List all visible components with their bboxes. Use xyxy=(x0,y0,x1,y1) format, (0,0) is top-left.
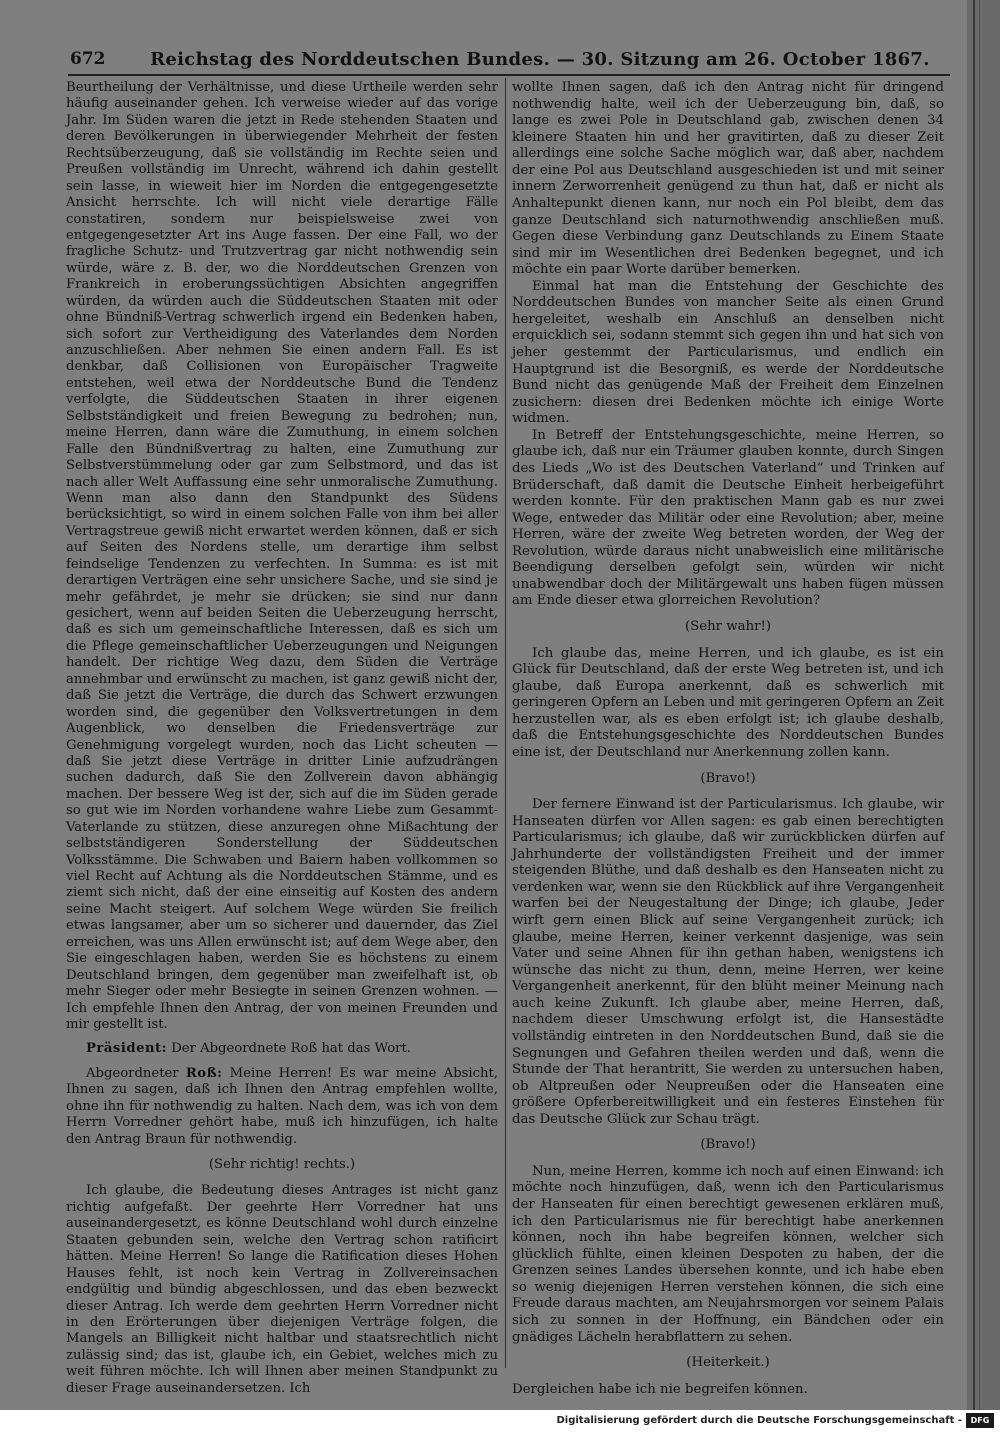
edge-rule xyxy=(973,0,975,1410)
paragraph: In Betreff der Entstehungsgeschichte, meine Herren, so glaube ich, daß nur ein Träumer glauben konnte, durch Singen des Lieds „Wo ist des Deutschen Vaterland“ und Trinken auf Brüderschaft, daß damit die Deutsche Einheit herbeigeführt werden konnte. Für den praktischen Mann gab es nur zwei Wege, entweder das Militär oder eine Revolution; aber, meine Herren, wäre der zweite Weg betreten worden, der Weg der Revolution, würde daraus nicht unabweislich eine militärische Beendigung derselben gefolgt sein, würden wir nicht unabwendbar doch der Militärgewalt uns haben fügen müssen am Ende dieser etwa glorreichen Revolution? xyxy=(512,427,944,609)
page-number: 672 xyxy=(70,49,106,69)
paragraph: Nun, meine Herren, komme ich noch auf einen Einwand: ich möchte noch hinzufügen, daß, wenn ich den Particularismus der Hanseaten für einen berechtigt gewesenen erklären muß, ich den Particularismus nie für berechtigt habe anerkennen können, noch ihn habe begreifen können, welcher sich glücklich fühlte, einen kleinen Despoten zu haben, der die Grenzen seines Landes übersehen konnte, und ich habe eben so wenig diejenigen Herren verstehen können, die sich eine Freude daraus machten, am Neujahrsmorgen vor seinem Palais sich zu sonnen in der Hoffnung, ein Bändchen oder ein gnädiges Lächeln herabflattern zu sehen. xyxy=(512,1163,944,1345)
funding-credit: Digitalisierung gefördert durch die Deutsche Forschungsgemeinschaft - xyxy=(556,1415,962,1426)
interjection: (Bravo!) xyxy=(700,770,756,786)
paragraph: Ich glaube, die Bedeutung dieses Antrages ist nicht ganz richtig aufgefaßt. Der geehrte Herr Vorredner hat uns auseinandergesetzt, es könne Deutschland wohl durch einzelne Staaten gebunden sein, welche den Vertrag schon ratificirt hätten. Meine Herren! So lange die Ratification dieses Hohen Hauses fehlt, ist noch kein Vertrag in Zollvereinsachen endgültig und bündig abgeschlossen, und das eben bezweckt dieser Antrag. Ich werde dem geehrten Herrn Vorredner nicht in den Erörterungen über diejenigen Verträge folgen, die Mangels an Billigkeit nicht haltbar und staatsrechtlich nicht zulässig sind; das ist, glaube ich, ein Gebiet, welches mich zu weit führen möchte. Ich will Ihnen aber meinen Standpunkt zu dieser Frage auseinandersetzen. Ich xyxy=(66,1183,498,1396)
president-line xyxy=(66,1041,498,1057)
interjection: (Bravo!) xyxy=(700,1137,756,1153)
paragraph: Einmal hat man die Entstehung der Geschichte des Norddeutschen Bundes von mancher Seite als einen Grund hergeleitet, weshalb ein Anschluß an denselben nicht erquicklich sei, sodann stemmt sich gegen ihn und hat sich von jeher gestemmt der Particularismus, und endlich ein Hauptgrund ist die Besorgniß, es werde der Norddeutsche Bund nicht das genügende Maß der Freiheit dem Einzelnen zusichern: diesen drei Bedenken möchte ich einige Worte widmen. xyxy=(512,278,944,427)
paragraph: wollte Ihnen sagen, daß ich den Antrag nicht für dringend nothwendig halte, weil ich der Ueberzeugung bin, daß, so lange es zwei Pole in Deutschland gab, zwischen denen 34 kleinere Staaten hin und her gravitirten, daß zu dieser Zeit allerdings eine solche Sache möglich war, daß aber, nachdem der eine Pol aus Deutschland ausgeschieden ist und mit seiner innern Zerworrenheit genügend zu thun hat, daß er nicht als Anhaltepunkt dienen kann, nur noch ein Pol bleibt, dem das ganze Deutschland sich naturnothwendig anschließen muß. Gegen diese Verbindung ganz Deutschlands zu Einem Staate sind mir im Wesentlichen drei Bedenken begegnet, und ich möchte ein paar Worte darüber bemerken. xyxy=(512,80,944,278)
spacer xyxy=(66,1058,498,1066)
speaker-name: Roß: xyxy=(185,1065,223,1081)
running-title: Reichstag des Norddeutschen Bundes. — 30. Sitzung am 26. October 1867. xyxy=(150,48,930,70)
speaker-paragraph xyxy=(66,1066,498,1148)
running-header xyxy=(70,44,950,74)
digitization-footer xyxy=(0,1410,1000,1432)
paragraph: Dergleichen habe ich nie begreifen können. xyxy=(512,1381,808,1397)
paragraph: Der fernere Einwand ist der Particularismus. Ich glaube, wir Hanseaten dürfen vor Allen sagen: es gab einen berechtigten Particularismus; ich glaube, daß wir zurückblicken dürfen auf Jahrhunderte der vollständigsten Freiheit und der immer steigenden Blüthe, und daß deshalb es den Hanseaten nicht zu verdenken war, wenn sie den Rückblick auf ihre Vergangenheit warfen bei der Neugestaltung der Dinge; ich glaube, Jeder wirft gern einen Blick auf seine Vergangenheit zurück; ich glaube, meine Herren, keiner verkennt dasjenige, was sein Vater und seine Ahnen für ihn gethan haben, wenigstens ich wünsche das nicht zu thun, denn, meine Herren, wer keine Vergangenheit anerkennt, für den blüht meiner Meinung nach auch keine Zukunft. Ich glaube aber, meine Herren, daß, nachdem dieser Umschwung erfolgt ist, die Hansestädte vollständig eintreten in den Norddeutschen Bund, daß sie die Segnungen und Gefahren theilen werden und daß, wenn die Stunde der That herantritt, Sie werden zu untersuchen haben, ob Altpreußen oder Neupreußen oder die Hanseaten eine größere Opferbereitwilligkeit und ein festeres Einstehen für das Deutsche Glück zur Schau trägt. xyxy=(512,797,944,1127)
dfg-logo: DFG xyxy=(966,1413,994,1428)
column-divider xyxy=(505,78,506,1368)
right-column xyxy=(512,80,944,1398)
speech-text: Der Abgeordnete Roß hat das Wort. xyxy=(167,1041,411,1057)
speech-text: Meine Herren! Es war meine Absicht, Ihnen zu sagen, daß ich Ihnen den Antrag empfehlen wollte, ohne ihn für nothwendig zu halten. Nach dem, was ich von dem Herrn Vorredner gehört habe, muß ich hinzufügen, ich halte den Antrag Braun für nothwendig. xyxy=(66,1065,499,1147)
left-column xyxy=(66,80,498,1397)
speaker-label: Präsident: xyxy=(86,1041,168,1057)
edge-rule-secondary xyxy=(979,0,980,1410)
header-rule xyxy=(68,74,950,76)
page-edge-shadow xyxy=(967,0,1000,1410)
paragraph: Ich glaube das, meine Herren, und ich glaube, es ist ein Glück für Deutschland, daß der erste Weg betreten ist, und ich glaube, daß Europa anerkennt, daß es schwerlich mit geringeren Opfern an Leben und mit geringeren Opfern an Zeit herzustellen war, als es eben erfolgt ist; ich glaube deshalb, daß die Entstehungsgeschichte des Norddeutschen Bundes eine ist, der Deutschland nur Anerkennung zollen kann. xyxy=(512,645,944,760)
interjection: (Sehr richtig! rechts.) xyxy=(208,1157,356,1172)
spacer xyxy=(66,1033,498,1041)
speaker-prefix: Abgeordneter xyxy=(86,1065,186,1081)
paragraph: Beurtheilung der Verhältnisse, und diese Urtheile werden sehr häufig auseinander gehen. Ich verweise wieder auf das vorige Jahr. Im Süden waren die jetzt in Rede stehenden Staaten und deren Bevölkerungen in überwiegender Mehrheit der festen Rechtsüberzeugung, daß sie vollständig im Rechte seien und Preußen vollständig im Unrecht, während ich dahin gestellt sein lasse, in wieweit hier im Norden die entgegengesetzte Ansicht herrschte. Ich will nicht viele derartige Fälle constatiren, sondern nur beispielsweise zwei von entgegengesetzter Art ins Auge fassen. Der eine Fall, wo der fragliche Schutz- und Trutzvertrag gar nicht nothwendig sein würde, wäre z. B. der, wo die Norddeutschen Grenzen von Frankreich in eroberungssüchtigen Absichten angegriffen würden, da würden auch die Süddeutschen Staaten mit oder ohne Bündniß-Vertrag schwerlich irgend ein Bedenken haben, sich sofort zur Vertheidigung des Vaterlandes dem Norden anzuschließen. Aber nehmen Sie einen andern Fall. Es ist denkbar, daß Collisionen von Europäischer Tragweite entstehen, weil etwa der Norddeutsche Bund die Tendenz verfolgte, die Süddeutschen Staaten in ihrer eigenen Selbstständigkeit und freien Bewegung zu bedrohen; nun, meine Herren, dann wäre die Zumuthung, in einem solchen Falle den Bündnißvertrag zu halten, eine Zumuthung zur Selbstverstümmelung oder gar zum Selbstmord, und das ist nach aller Welt Auffassung eine sehr unmoralische Zumuthung. Wenn man also dann den Standpunkt des Südens berücksichtigt, so wird in einem solchen Falle von ihm bei aller Vertragstreue gewiß nicht erwartet werden können, daß er sich auf Seiten des Nordens stelle, um derartige ihm selbst feindselige Tendenzen zu verfechten. In Summa: es ist mit derartigen Verträgen eine sehr unsichere Sache, und sie sind je mehr gefährdet, je mehr sie drücken; sie sind nur dann gesichert, wenn auf beiden Seiten die Ueberzeugung herrscht, daß es sich um gemeinschaftliche Interessen, daß es sich um die Pflege gemeinschaftlicher Ueberzeugungen und Neigungen handelt. Der richtige Weg dazu, dem Süden die Verträge annehmbar und erwünscht zu machen, ist ganz gewiß nicht der, daß Sie jetzt die Verträge, die durch das Schwert erzwungen worden sind, die gegenüber den Volksvertretungen in dem Augenblick, wo denselben die Friedensverträge zur Genehmigung vorgelegt wurden, noch das Licht scheuten — daß Sie jetzt diese Verträge in dritter Linie aufzudrängen suchen dadurch, daß Sie den Zollverein davon abhängig machen. Der bessere Weg ist der, sich auf die im Süden gerade so gut wie im Norden vorhandene wahre Liebe zum Gesammt-Vaterlande zu stützen, diese anzuregen ohne Mißachtung der selbstständigeren Sonderstellung der Süddeutschen Volksstämme. Die Schwaben und Baiern haben vollkommen so viel Recht auf Achtung als die Norddeutschen Stämme, und es ziemt sich nicht, daß der eine einseitig auf Kosten des andern seine Macht steigert. Auf solchem Wege würden Sie freilich etwas langsamer, aber um so sicherer und dauernder, das Ziel erreichen, was uns Allen erwünscht ist; auf dem Wege aber, den Sie eingeschlagen haben, werden Sie es höchstens zu einem Deutschland bringen, dem gegenüber man zweifelhaft ist, ob mehr Sieger oder mehr Besiegte in seinen Grenzen wohnen. — Ich empfehle Ihnen den Antrag, der von meinen Freunden und mir gestellt ist. xyxy=(66,80,498,1032)
interjection: (Sehr wahr!) xyxy=(684,619,772,634)
interjection: (Heiterkeit.) xyxy=(686,1355,770,1371)
